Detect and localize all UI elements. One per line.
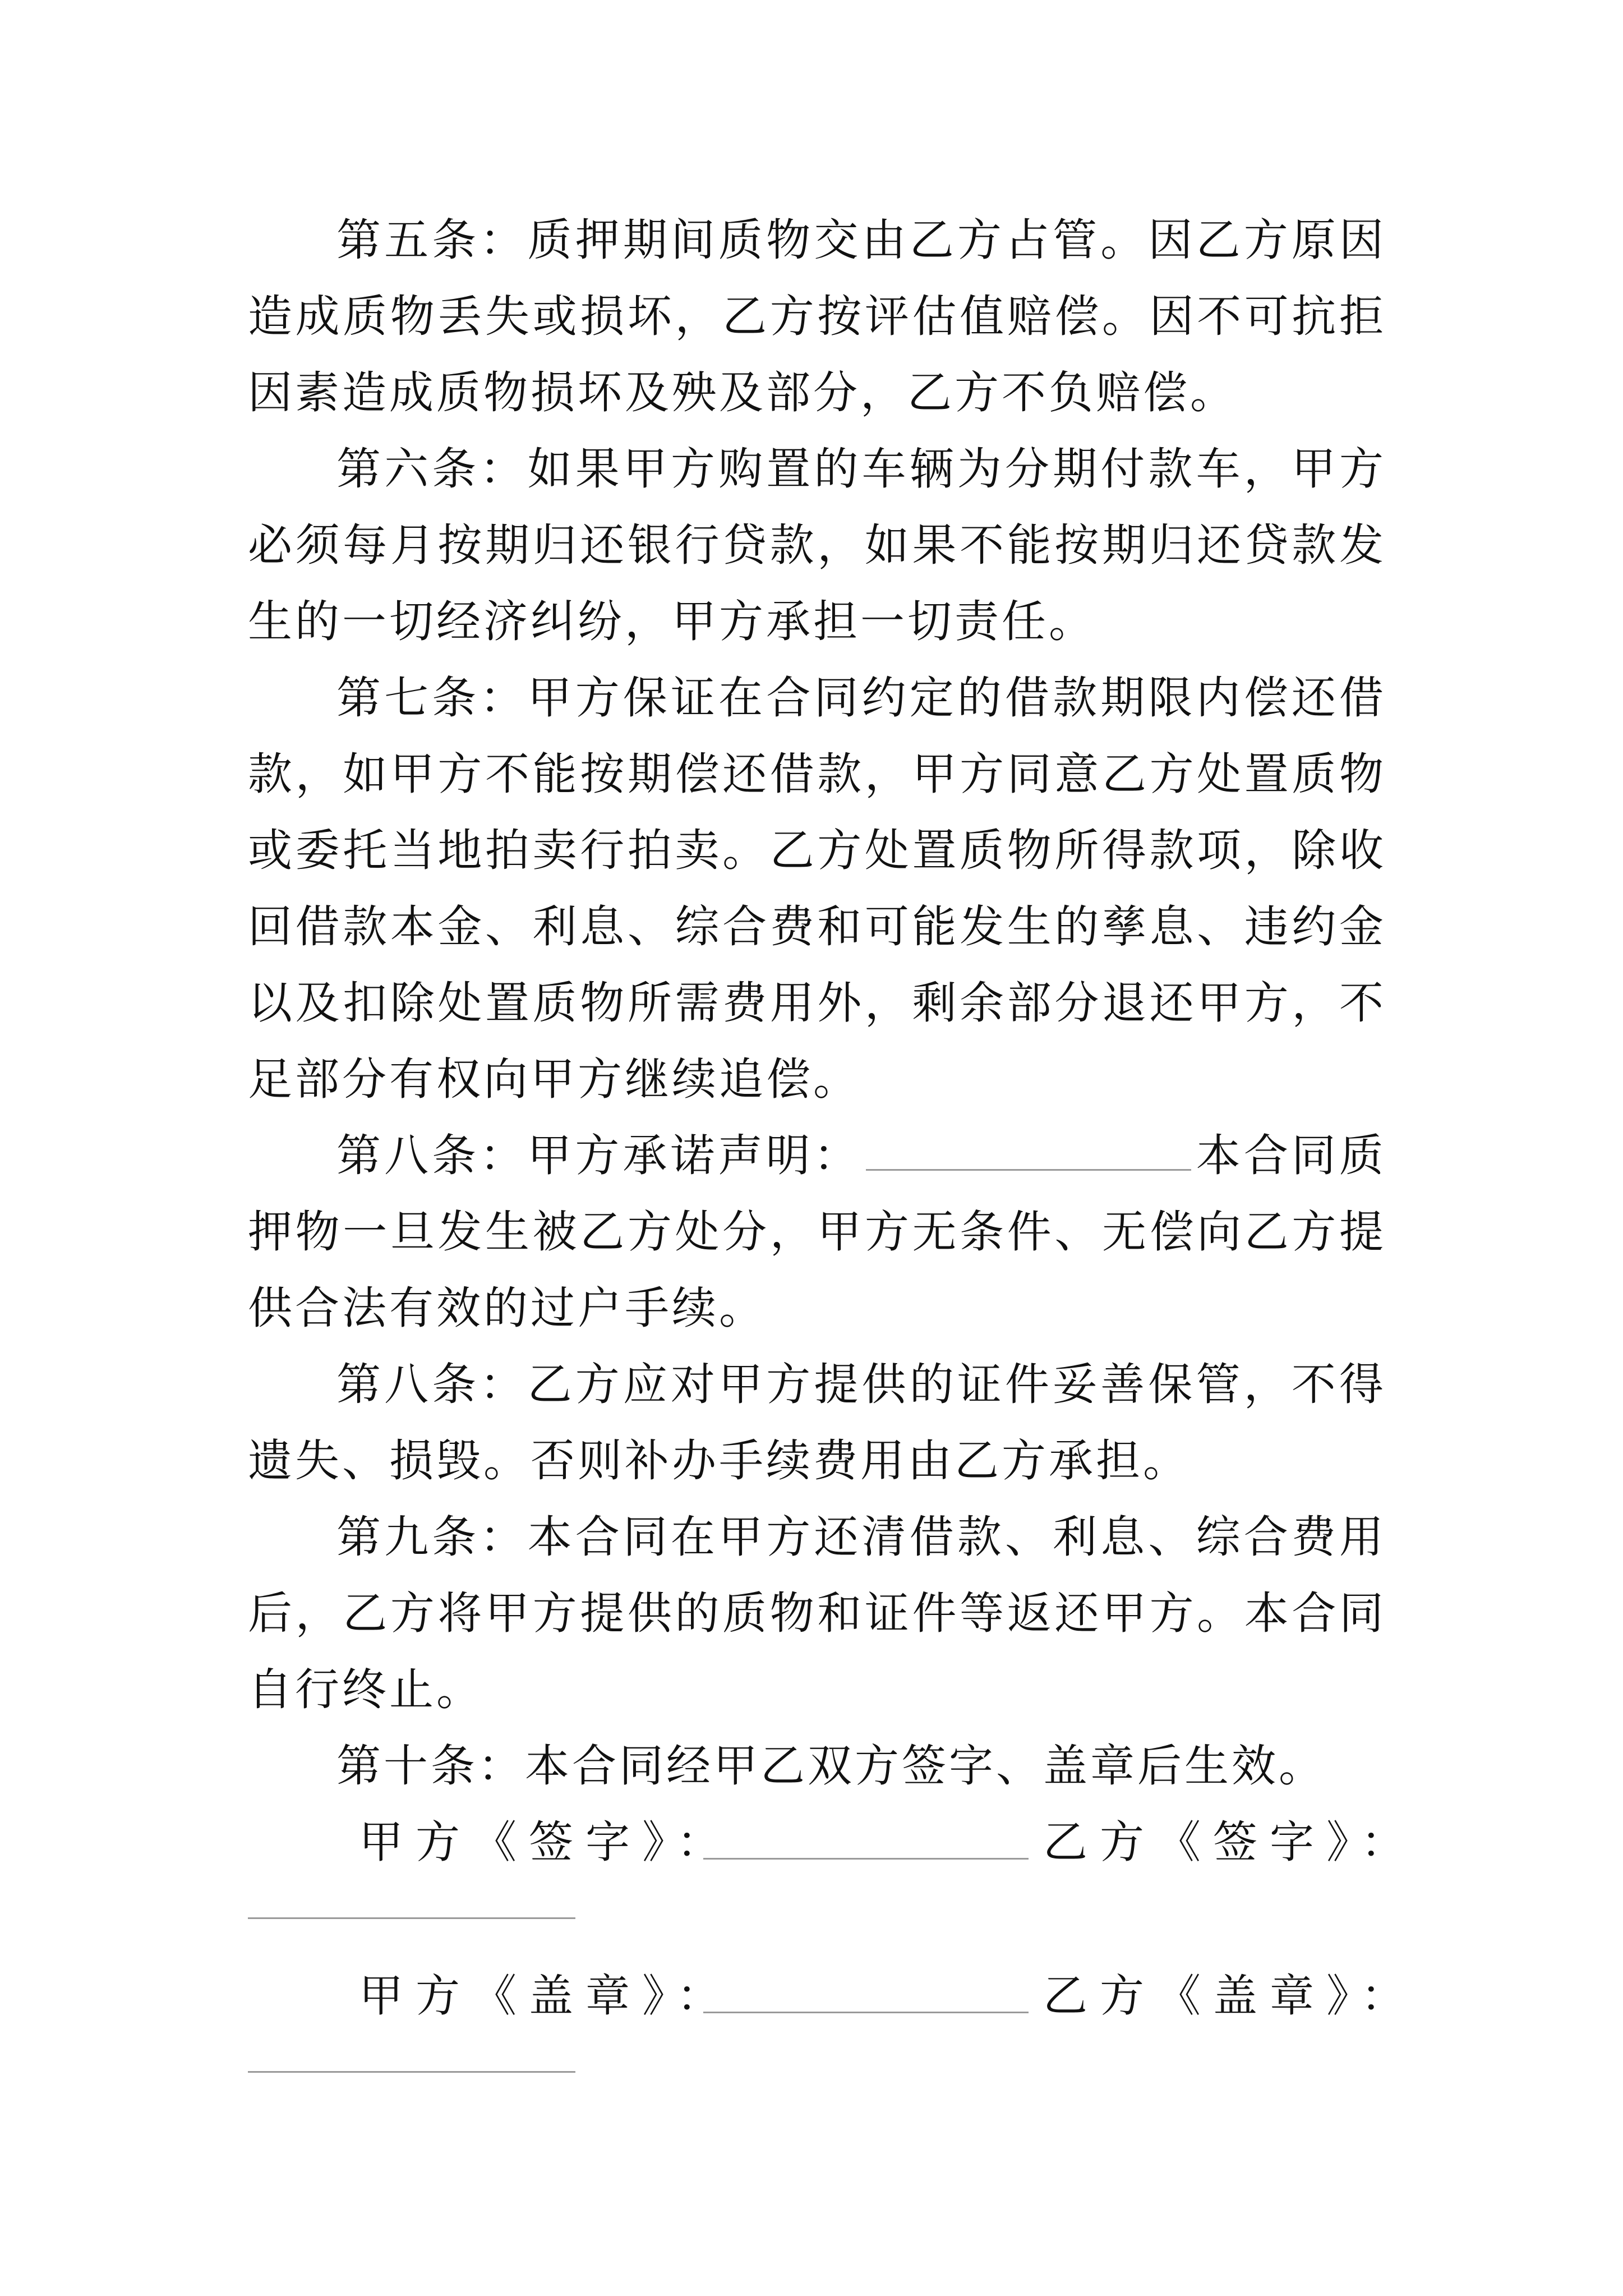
declaration-blank[interactable]	[866, 1128, 1191, 1171]
article-8-declaration-tail: 本合同质押物一旦发生被乙方处分，甲方无条件、无偿向乙方提供合法有效的过户手续。	[248, 1130, 1387, 1334]
party-b-signature-blank-row	[248, 1880, 1386, 1953]
party-a-signature-blank[interactable]	[703, 1858, 1029, 1860]
article-8-declaration-lead: 第八条：甲方承诺声明：	[336, 1130, 861, 1181]
party-b-signature-blank[interactable]	[248, 1917, 575, 1919]
article-5: 第五条：质押期间质物交由乙方占管。因乙方原因造成质物丢失或损坏，乙方按评估值赔偿。因不可抗拒因素造成质物损坏及殃及部分，乙方不负赔偿。	[248, 214, 1386, 418]
party-a-signature-label: 甲方《签字》：	[359, 1816, 734, 1868]
article-8-declaration	[248, 1117, 1386, 1346]
contract-page	[248, 202, 1418, 2107]
party-b-signature-label: 乙方《签字》：	[1043, 1816, 1418, 1868]
party-b-seal-blank[interactable]	[248, 2071, 575, 2073]
seal-row	[248, 1958, 1418, 2034]
party-b-seal-blank-row	[248, 2034, 1386, 2107]
article-10: 第十条：本合同经甲乙双方签字、盖章后生效。	[336, 1740, 1326, 1792]
party-a-seal-label: 甲方《盖章》：	[359, 1970, 734, 2022]
signature-row	[248, 1804, 1418, 1880]
article-9: 第九条：本合同在甲方还清借款、利息、综合费用后，乙方将甲方提供的质物和证件等返还甲方。本合同自行终止。	[248, 1511, 1386, 1715]
party-b-seal-label: 乙方《盖章》：	[1043, 1970, 1418, 2022]
article-7: 第七条：甲方保证在合同约定的借款期限内偿还借款，如甲方不能按期偿还借款，甲方同意乙方处置质物或委托当地拍卖行拍卖。乙方处置质物所得款项，除收回借款本金、利息、综合费和可能发生的孳息、违约金以及扣除处置质物所需费用外，剩余部分退还甲方，不足部分有权向甲方继续追偿。	[248, 672, 1386, 1105]
party-a-seal-blank[interactable]	[703, 2012, 1029, 2013]
article-6: 第六条：如果甲方购置的车辆为分期付款车，甲方必须每月按期归还银行贷款，如果不能按期归还贷款发生的一切经济纠纷，甲方承担一切责任。	[248, 443, 1386, 647]
article-8-custody: 第八条：乙方应对甲方提供的证件妥善保管，不得遗失、损毁。否则补办手续费用由乙方承担。	[248, 1359, 1386, 1487]
